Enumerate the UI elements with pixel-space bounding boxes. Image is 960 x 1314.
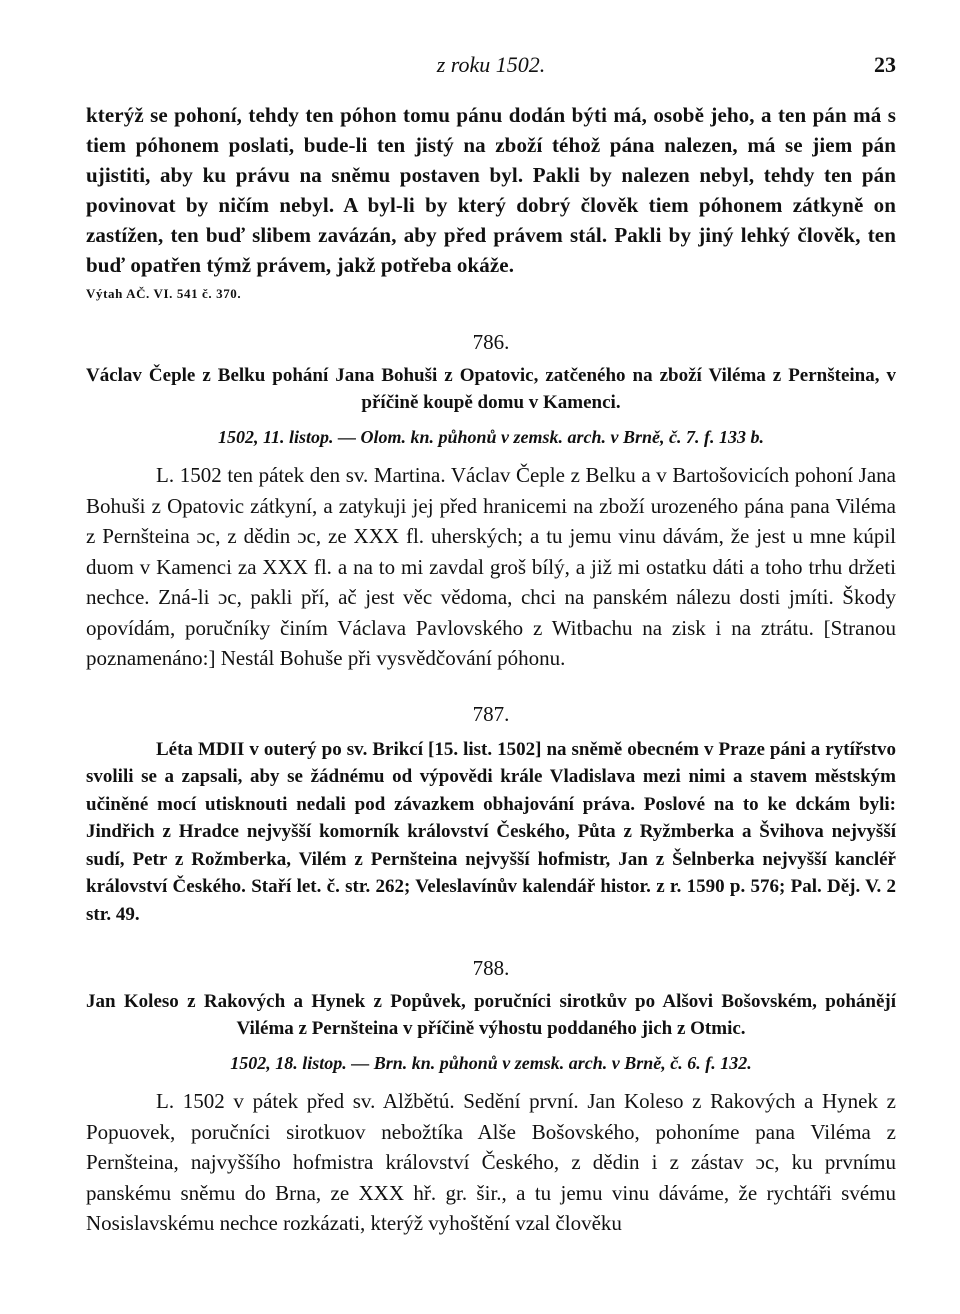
running-title: z roku 1502. (436, 52, 546, 77)
entry-dateline: 1502, 18. listop. — Brn. kn. půhonů v zemsk. arch. v Brně, č. 6. f. 132. (230, 1053, 752, 1073)
entry-788 (86, 954, 896, 1239)
continuation-section (86, 100, 896, 302)
entry-787 (86, 700, 896, 929)
entry-text: L. 1502 ten pátek den sv. Martina. Václav Čeple z Belku a v Bartošovicích pohoní Jana Bohuši z Opatovic zátkyní, a zatykuji jej před hranicemi na zboží urozeného pána pana Viléma z Pernšteina ɔc, z dědin ɔc, ze XXX fl. uherských; a tu jemu vinu dávám, že jest u mne kúpil duom v Kamenci za XXX fl. a na to mi zavdal groš bílý, a již mi ostatku dáti a toho trhu držeti nechce. Zná-li ɔc, pakli pří, ač jest věc vědoma, chci na panském nálezu dosti jmíti. Škody opovídám, poručníky činím Václava Pavlovského z Witbachu na zisk i na ztrátu. [Stranou poznamenáno:] Nestál Bohuše při vysvědčování póhonu. (86, 463, 896, 670)
entry-number: 786. (472, 330, 510, 354)
entry-number: 787. (472, 701, 510, 726)
entry-summary: Jan Koleso z Rakových a Hynek z Popůvek, poručníci sirotkův po Alšovi Bošovském, pohánějí Viléma z Pernšteina v příčině výhostu poddaného jich z Otmic. (86, 991, 896, 1039)
entry-text: L. 1502 v pátek před sv. Alžbětú. Sedění první. Jan Koleso z Rakových a Hynek z Popuovek, poručníci sirotkuov nebožtíka Alše Bošovského, pohoníme pana Viléma z Pernšteina, najvyššího hofmistra království Českého, z dědin i z zástav ɔc, ku prvnímu panskému sněmu do Brna, ze XXX hř. gr. šir., a tu jemu vinu dáváme, že rychtáři svému Nosislavskému nechce rozkázati, kterýž vyhoštění vzal člověku (86, 1089, 896, 1235)
page-header (86, 52, 896, 80)
entry-summary: Václav Čeple z Belku pohání Jana Bohuši z Opatovic, zatčeného na zboží Viléma z Pernšteina, v příčině koupě domu v Kamenci. (86, 365, 896, 413)
page-body (86, 100, 896, 1239)
page-number: 23 (874, 52, 896, 77)
entry-786 (86, 328, 896, 674)
entry-dateline: 1502, 11. listop. — Olom. kn. půhonů v zemsk. arch. v Brně, č. 7. f. 133 b. (217, 427, 765, 447)
source-reference: Výtah AČ. VI. 541 č. 370. (86, 286, 242, 301)
entry-text: Léta MDII v outerý po sv. Brikcí [15. list. 1502] na sněmě obecném v Praze páni a rytířstvo svolili se a zapsali, aby se žádnému od výpovědi krále Vladislava mezi nimi a stavem městským učiněné mocí utisknouti nedali pod závazkem obhajování práva. Poslové na to ke dckám byli: Jindřich z Hradce nejvyšší komorník království Českého, Půta z Ryžmberka a Švihova nejvyšší sudí, Petr z Rožmberka, Vilém z Pernšteina nejvyšší hofmistr, Jan z Šelnberka nejvyšší kancléř království Českého. Staří let. č. str. 262; Veleslavínův kalendář histor. z r. 1590 p. 576; Pal. Děj. V. 2 str. 49. (86, 738, 896, 925)
entry-number: 788. (472, 956, 510, 980)
continuation-text: kterýž se pohoní, tehdy ten póhon tomu pánu dodán býti má, osobě jeho, a ten pán má s tiem póhonem poslati, bude-li ten jistý na zboží téhož pána nalezen, má se jiem pán ujistiti, aby ku právu na sněmu postaven byl. Pakli by nalezen nebyl, tehdy ten pán povinovat by ničím nebyl. A byl-li by který dobrý člověk tiem póhonem zátkyně on zastížen, ten buď slibem zavázán, aby před právem stál. Pakli by jiný lehký člověk, ten buď opatřen týmž právem, jakž potřeba okáže. (86, 103, 896, 277)
